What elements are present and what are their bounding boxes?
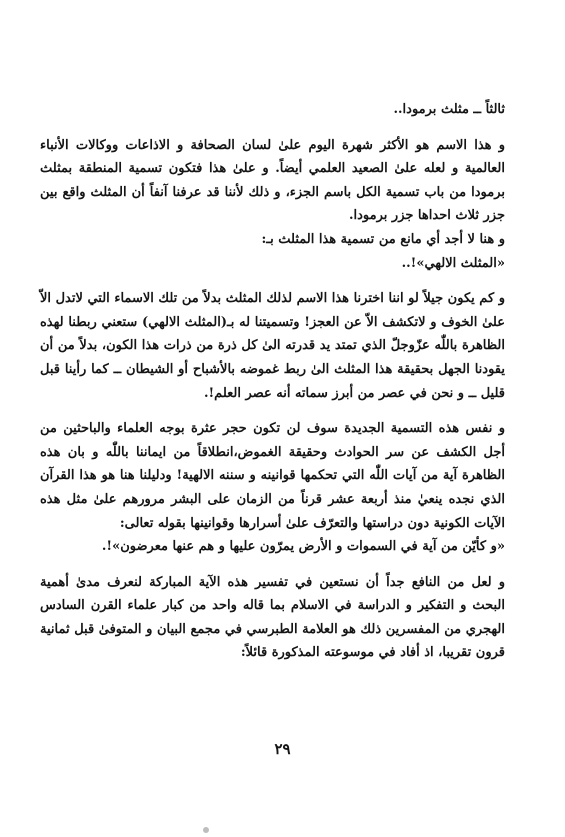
- section-heading: ثالثاً ــ مثلث برمودا..: [393, 102, 505, 117]
- paragraph: و هنا لا أجد أي مانع من تسمية هذا المثلث بـ:: [261, 231, 505, 247]
- page-number: ٢٩: [274, 740, 291, 758]
- paragraph: و نفس هذه التسمية الجديدة سوف لن تكون حجر عثرة بوجه العلماء والباحثين من أجل الكشف عن سر الحوادث وحقيقة الغموض،انطلاقاً من ايماننا باللّٰه و بان هذه الظاهرة آية من آيات اللّٰه التي تحكمها قوانينه و سننه الالهية! ودليلنا هنا هو هذا القرآن الذي نجده ينعيٰ منذ أربعة عشر قرناً من الزمان على البشر مرورهم علىٰ مثل هذه الآيات الكونية دون دراستها والتعرّف علىٰ أسرارها وقوانينها بقوله تعالى:: [40, 421, 505, 531]
- paragraph: و كم يكون جيلاً لو اننا اخترنا هذا الاسم لذلك المثلث بدلاً من تلك الاسماء التي لاتدل الاّ علىٰ الخوف و لاتكشف الاّ عن العجز! وتسميتنا له بـ(المثلث الالهي) ستعني ربطنا لهذه الظاهرة باللّٰه عزّوجلّ الذي تمتد يد قدرته الىٰ كل ذرة من ذرات هذا الكون، بدلاً من أن يقودنا الجهل بحقيقة هذا المثلث الىٰ ربط غموضه بالأشباح أو الشيطان ــ كما رأينا قبل قليل ــ و نحن في عصر من أبرز سماته أنه عصر العلم!.: [40, 291, 505, 401]
- quoted-title: «المثلث الالهي»!..: [401, 255, 505, 271]
- scan-speck: [203, 827, 209, 833]
- paragraph: و هذا الاسم هو الأكثر شهرة اليوم علىٰ لسان الصحافة و الاذاعات ووكالات الأنباء العالمية و لعله علىٰ الصعيد العلمي أيضاً. و علىٰ هذا فتكون تسمية المنطقة بمثلث برمودا من باب تسمية الكل باسم الجزء، و ذلك لأننا قد عرفنا آنفاً أن المثلث واقع بين جزر ثلاث احداها جزر برمودا.: [40, 137, 505, 224]
- paragraph: و لعل من النافع جداً أن نستعين في تفسير هذه الآية المباركة لنعرف مدىٰ أهمية البحث و التفكير و الدراسة في الاسلام بما قاله واحد من كبار علماء القرن السادس الهجري من المفسرين ذلك هو العلامة الطبرسي في مجمع البيان و المتوفىٰ قبل ثمانية قرون تقريبا، اذ أفاد في موسوعته المذكورة قائلاً:: [40, 574, 505, 661]
- body-text: [40, 98, 545, 665]
- quran-quote: «و كأيّن من آية في السموات و الأرض يمرّون عليها و هم عنها معرضون»!.: [101, 539, 505, 555]
